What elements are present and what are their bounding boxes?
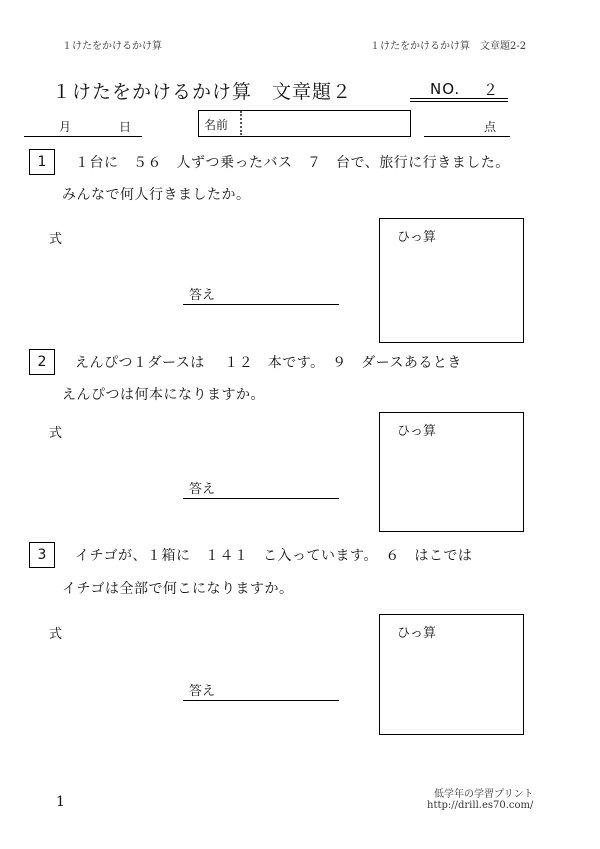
- question-1-text-line2: みんなで何人行きましたか。: [62, 187, 251, 203]
- header-left: １けたをかけるかけ算: [62, 41, 162, 52]
- day-label: 日: [119, 120, 132, 134]
- question-2-formula-label: 式: [49, 426, 63, 441]
- number-underline-top: [410, 98, 508, 99]
- footer-url[interactable]: http://drill.es70.com/: [427, 800, 534, 811]
- page-number: 1: [56, 794, 65, 810]
- question-1-formula-label: 式: [49, 232, 63, 247]
- question-3-text-line1: イチゴが、１箱に １４１ こ入っています。 ６ はこでは: [75, 548, 473, 564]
- question-1-answer-line[interactable]: [183, 304, 339, 305]
- question-3-formula-label: 式: [49, 627, 63, 642]
- question-2-work-label: ひっ算: [397, 424, 437, 439]
- name-label: 名前: [204, 118, 229, 132]
- footer-publisher: 低学年の学習プリント: [434, 789, 534, 800]
- question-1-number: 1: [29, 149, 55, 175]
- question-3-number: 3: [29, 542, 55, 568]
- number-value: ２: [483, 81, 499, 99]
- question-1-text-line1: １台に ５６ 人ずつ乗ったバス ７ 台で、旅行に行きました。: [75, 155, 510, 171]
- question-1-answer-label: 答え: [189, 288, 216, 303]
- name-separator: [240, 111, 242, 135]
- question-3-work-label: ひっ算: [397, 626, 437, 641]
- number-underline-bottom: [410, 101, 508, 102]
- page-title: １けたをかけるかけ算 文章題２: [52, 81, 353, 103]
- points-underline: [424, 136, 510, 137]
- question-2-answer-label: 答え: [189, 482, 216, 497]
- question-2-text-line1: えんぴつ１ダースは １２ 本です。 ９ ダースあるとき: [75, 355, 462, 371]
- question-2-number: 2: [29, 349, 55, 375]
- question-2-answer-line[interactable]: [183, 498, 339, 499]
- name-field[interactable]: [198, 110, 411, 137]
- question-3-text-line2: イチゴは全部で何こになりますか。: [62, 581, 294, 597]
- points-label: 点: [484, 120, 497, 134]
- month-label: 月: [59, 120, 72, 134]
- question-1-work-label: ひっ算: [397, 230, 437, 245]
- number-label: NO.: [430, 80, 461, 98]
- date-underline: [24, 136, 142, 137]
- header-right: １けたをかけるかけ算 文章題2-2: [370, 41, 527, 52]
- question-2-text-line2: えんぴつは何本になりますか。: [62, 387, 265, 403]
- question-3-answer-label: 答え: [189, 684, 216, 699]
- question-3-answer-line[interactable]: [183, 700, 339, 701]
